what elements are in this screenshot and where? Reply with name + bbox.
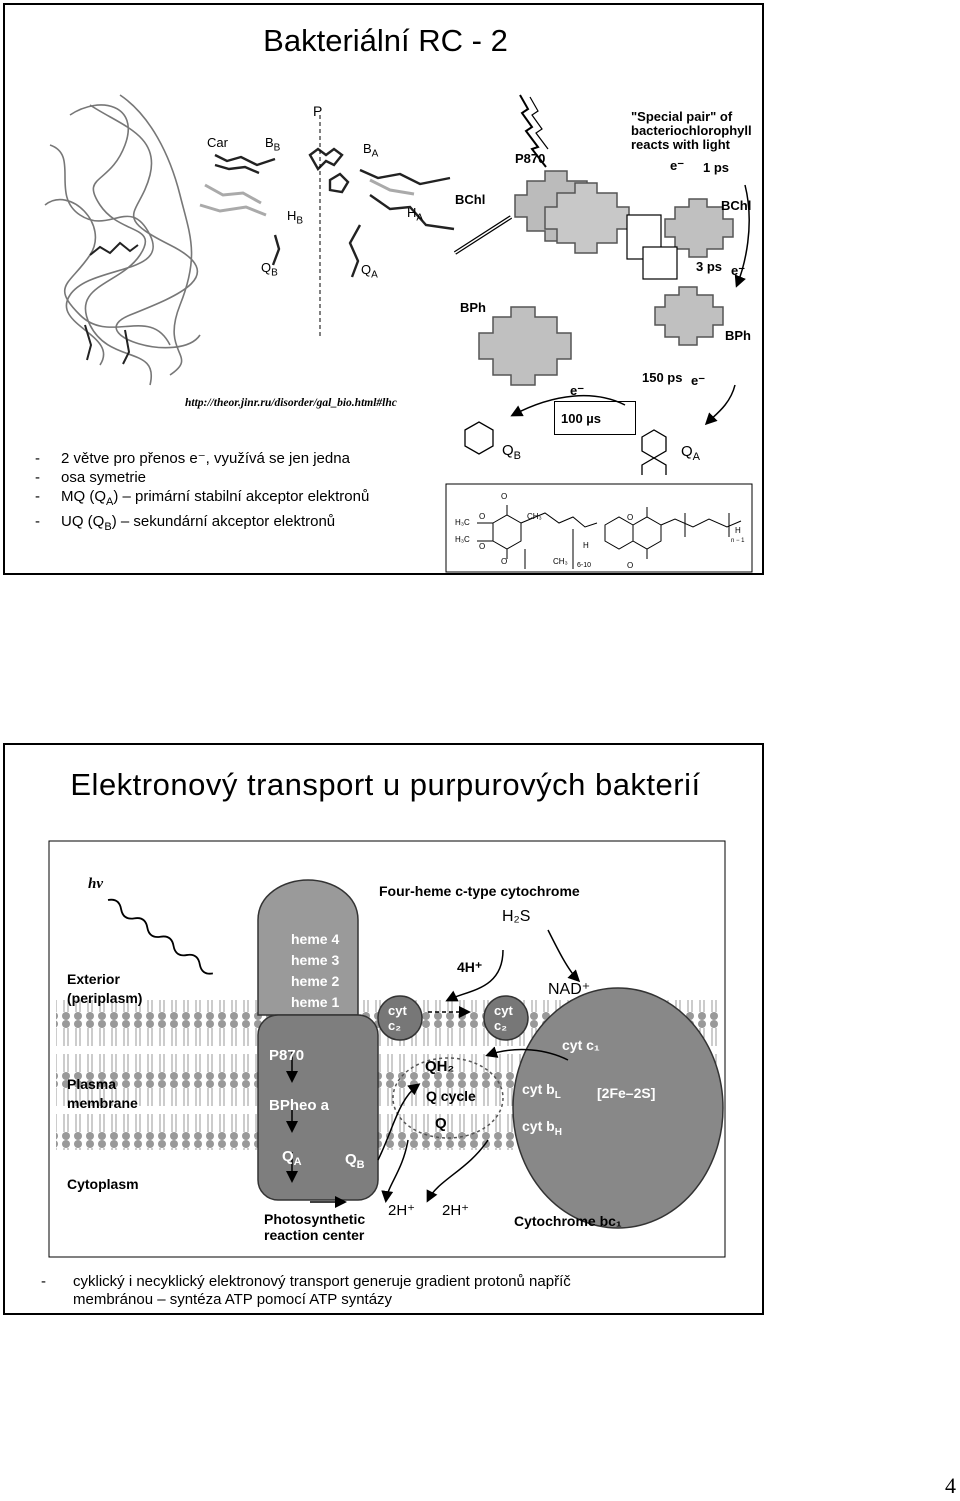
electron-label-3: e⁻ [691, 373, 706, 388]
bullet-item: - MQ $(Q_A)$ – primární stabilní akceptor elektronů [35, 488, 370, 508]
exterior-label: Exterior [67, 971, 120, 987]
four-heme-label: Four-heme c-type cytochrome [379, 883, 580, 899]
cytoplasm-label: Cytoplasm [67, 1176, 139, 1192]
membrane-label: membrane [67, 1095, 138, 1111]
bpheo-label: BPheo a [269, 1097, 330, 1114]
special-pair-note: "Special pair" of bacteriochlorophyll reacts with light [631, 109, 752, 152]
nad-label: NAD⁺ [548, 981, 591, 998]
time-100us: 100 µs [561, 411, 602, 426]
bph-right-label: BPh [725, 328, 751, 343]
qh2-label: QH₂ [425, 1058, 455, 1075]
protein-structure-image [30, 85, 460, 405]
electron-transport-diagram [48, 840, 728, 1260]
formula-index-6-10: 6-10 [577, 562, 592, 569]
cyt-c2-left-label: cyt c₂ [388, 1003, 407, 1033]
reference-url: http://theor.jinr.ru/disorder/gal_bio.html#lhc [185, 397, 397, 409]
hb-label: $H_B$ [287, 208, 304, 227]
formula-h-2: H [735, 526, 741, 535]
qa-structure-label: $Q_A$ [361, 262, 378, 281]
heme-4-label: heme 4 [291, 931, 340, 947]
qa-scheme-label: $Q_A$ [681, 443, 701, 463]
cyt-bh-label: cyt $b_H$ [522, 1118, 562, 1138]
bullet-item: - 2 větve pro přenos e⁻, využívá se jen jedna [35, 450, 350, 467]
cyt-c2-right-label: cyt c₂ [494, 1003, 513, 1033]
fes-label: [2Fe–2S] [597, 1085, 656, 1101]
heme-1-label: heme 1 [291, 994, 340, 1010]
electron-label-1: e⁻ [670, 158, 685, 173]
qb-label: $Q_B$ [345, 1151, 365, 1171]
qa-label: $Q_A$ [282, 1148, 302, 1168]
bullet-item: - osa symetrie [35, 469, 147, 486]
heme-2-label: heme 2 [291, 973, 340, 989]
heme-3-label: heme 3 [291, 952, 340, 968]
bb-label: $B_B$ [265, 135, 281, 154]
h2s-label: H₂S [502, 908, 531, 925]
formula-o-3: O [479, 542, 486, 551]
h-right-label: 2H⁺ [442, 1202, 470, 1219]
p870-label: P870 [269, 1047, 305, 1064]
time-3ps: 3 ps [696, 259, 723, 274]
formula-o-6: O [627, 561, 634, 570]
q-label: Q [435, 1115, 447, 1132]
ba-label: $B_A$ [363, 141, 379, 160]
electron-label-2: e⁻ [731, 263, 746, 278]
formula-o-1: O [501, 492, 508, 501]
h-left-label: 2H⁺ [388, 1202, 416, 1219]
bchl-left-label: BChl [455, 192, 486, 207]
formula-ch3-1: CH₃ [527, 512, 542, 521]
qb-structure-label: $Q_B$ [261, 260, 278, 279]
formula-o-5: O [627, 513, 634, 522]
bchl-right-label: BChl [721, 198, 752, 213]
slide-2-title: Elektronový transport u purpurových bakterií [70, 767, 701, 802]
slide-2 [3, 743, 764, 1315]
hv-label: hν [88, 876, 103, 892]
footnote: - cyklický i necyklický elektronový transport generuje gradient protonů napříč membránou – syntéza ATP pomocí ATP syntázy [41, 1273, 571, 1308]
formula-h-1: H [583, 541, 589, 550]
electron-label-4: e⁻ [570, 383, 585, 398]
slide-1 [3, 3, 764, 575]
car-label: Car [207, 135, 228, 150]
formula-index-n-1: n − 1 [731, 538, 745, 544]
q-cycle-label: Q cycle [426, 1088, 476, 1104]
plasma-label: Plasma [67, 1076, 117, 1092]
h4-label: 4H⁺ [457, 959, 483, 975]
periplasm-label: (periplasm) [67, 990, 143, 1006]
bph-left-label: BPh [460, 300, 486, 315]
p870-label: P870 [515, 151, 546, 166]
time-150ps: 150 ps [642, 370, 683, 385]
reaction-center-label: Photosynthetic reaction center [264, 1211, 366, 1243]
cyt-c1-label: cyt c₁ [562, 1037, 600, 1053]
ha-label: $H_A$ [407, 205, 424, 224]
bullet-item: - UQ $(Q_B)$ – sekundární akceptor elektronů [35, 513, 336, 533]
qb-scheme-label: $Q_B$ [502, 442, 522, 462]
bullet-list [35, 449, 369, 537]
formula-ch3-2: CH₃ [553, 557, 568, 566]
page-number: 4 [945, 1473, 956, 1498]
formula-h3c-2: H₃C [455, 535, 470, 544]
time-1ps: 1 ps [703, 160, 730, 175]
formula-h3c-1: H₃C [455, 518, 470, 527]
slide-1-title: Bakteriální RC - 2 [263, 23, 508, 58]
p-label: P [313, 103, 323, 119]
cytochrome-bc1-label: Cytochrome bc₁ [514, 1213, 622, 1229]
formula-o-2: O [479, 512, 486, 521]
formula-o-4: O [501, 557, 508, 566]
cyt-bl-label: cyt $b_L$ [522, 1081, 561, 1101]
quinone-formulas [445, 483, 755, 575]
